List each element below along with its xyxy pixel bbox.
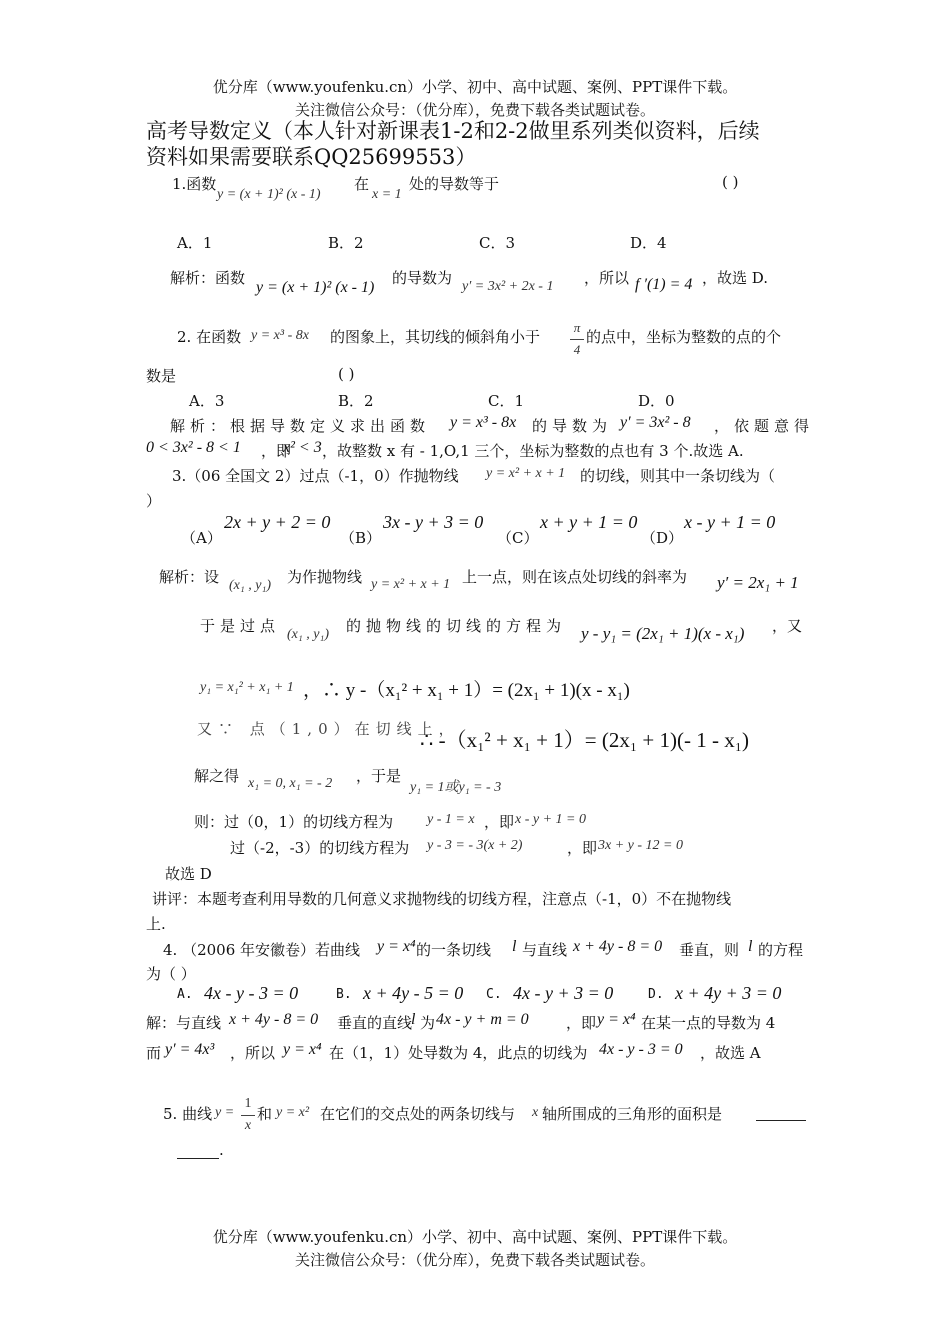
q5-answer-blank-2 — [177, 1141, 219, 1159]
q2-solution-l2-d: ，故整数 x 有 - 1,O,1 三个，坐标为整数的点也有 3 个.故选 A. — [322, 442, 744, 460]
q4-l: l — [512, 938, 517, 955]
q4-sol-1-d: 为 — [420, 1014, 436, 1032]
q3-sol-5-b: x₁ = 0, x₁ = - 2 — [248, 776, 333, 791]
q3-sol-6-a: 则：过（0，1）的切线方程为 — [194, 813, 394, 831]
q1-solution-prefix: 解析：函数 — [170, 269, 246, 287]
q2-prefix: 2. 在函数 — [177, 328, 242, 346]
q4-option-b-expr: x + 4y - 5 = 0 — [363, 983, 464, 1003]
q3-sol-5-a: 解之得 — [194, 767, 240, 785]
q4-mid: 的一条切线 — [416, 941, 492, 959]
q4-sol-1-g: y = x⁴ — [597, 1011, 636, 1028]
q5-prefix: 5. 曲线 — [163, 1105, 213, 1123]
q2-option-a: A．3 — [189, 392, 225, 410]
q4-sol-1-a: 解：与直线 — [146, 1014, 222, 1032]
q5-mid: 在它们的交点处的两条切线与 — [320, 1105, 516, 1123]
q4-option-d-expr: x + 4y + 3 = 0 — [675, 983, 782, 1003]
q1-prefix: 1.函数 — [172, 175, 217, 193]
q3-comment-2: 上. — [146, 915, 166, 933]
q2-solution-l2-b: ，即 — [261, 442, 292, 460]
q4-option-c-label: C. — [486, 987, 502, 1002]
q4-sol-2-g: ，故选 A — [700, 1044, 761, 1062]
q1-suffix: 处的导数等于 — [409, 175, 500, 193]
q5-answer-blank-1 — [756, 1103, 806, 1121]
q5-y1: y = — [215, 1105, 235, 1120]
q3-option-c-expr: x + y + 1 = 0 — [540, 512, 638, 532]
q5-y2: y = x² — [276, 1105, 310, 1120]
q4-sol-2-a: 而 — [146, 1044, 162, 1062]
q2-option-c: C．1 — [488, 392, 525, 410]
q5-x: x — [532, 1105, 539, 1120]
q3-line-2: ） — [146, 492, 162, 510]
q1-option-a: A．1 — [177, 234, 213, 252]
q3-sol-7-d: 3x + y - 12 = 0 — [598, 838, 683, 853]
q3-sol-6-c: ，即 — [484, 813, 515, 831]
q1-solution-value: f ′(1) = 4 — [635, 276, 693, 293]
q3-sol-5-c: ，于是 — [356, 767, 402, 785]
q4-sol-1-l: l — [411, 1011, 416, 1028]
q2-option-d: D．0 — [638, 392, 675, 410]
q3-option-b-label: （B） — [340, 529, 382, 547]
q4-suffix-2: 的方程 — [758, 941, 804, 959]
q4-l-2: l — [748, 938, 753, 955]
q3-comment-1: 讲评：本题考查利用导数的几何意义求抛物线的切线方程，注意点（-1，0）不在抛物线 — [152, 890, 732, 908]
q2-solution-l1-derivative: y′ = 3x² - 8 — [620, 414, 691, 431]
q2-option-b: B．2 — [338, 392, 374, 410]
q2-answer-paren: ( ) — [338, 365, 355, 383]
q3-sol-1-e: 上一点，则在该点处切线的斜率为 — [462, 568, 688, 586]
q3-option-d-expr: x - y + 1 = 0 — [684, 512, 776, 532]
q2-mid: 的图象上，其切线的倾斜角小于 — [330, 328, 541, 346]
footer-line-1: 优分库（www.youfenku.cn）小学、初中、高中试题、案例、PPT课件下载。 — [212, 1228, 738, 1246]
q4-sol-2-f: 4x - y - 3 = 0 — [599, 1041, 683, 1058]
q3-sol-4-b: ∴ -（x₁² + x₁ + 1）= (2x₁ + 1)(- 1 - x₁) — [420, 728, 750, 752]
q2-function: y = x³ - 8x — [251, 328, 309, 343]
q1-option-c: C．3 — [479, 234, 516, 252]
q4-sol-1-h: 在某一点的导数为 4 — [641, 1014, 776, 1032]
q4-sol-2-e: 在（1，1）处导数为 4，此点的切线为 — [329, 1044, 588, 1062]
q4-suffix: 垂直，则 — [679, 941, 740, 959]
q3-sol-1-point: (x₁ , y₁) — [229, 578, 271, 593]
q3-function: y = x² + x + 1 — [486, 466, 566, 481]
q1-function: y = (x + 1)² (x - 1) — [217, 187, 321, 202]
q2-frac-numerator: π — [573, 320, 581, 335]
q4-option-d-label: D. — [648, 987, 664, 1002]
q4-prefix: 4. （2006 年安徽卷）若曲线 — [163, 941, 361, 959]
header-line-1: 优分库（www.youfenku.cn）小学、初中、高中试题、案例、PPT课件下载。 — [212, 78, 738, 96]
q3-sol-2-a: 于是过点 — [200, 617, 281, 635]
q2-solution-l1-b: 的导数为 — [532, 417, 613, 435]
q2-solution-l1-function: y = x³ - 8x — [450, 414, 517, 431]
q5-suffix: 轴所围成的三角形的面积是 — [542, 1105, 723, 1123]
q5-and: 和 — [257, 1105, 273, 1123]
q1-option-d: D．4 — [630, 234, 667, 252]
q4-sol-2-d: y = x⁴ — [283, 1041, 322, 1058]
q3-sol-2-point: (x₁ , y₁) — [287, 627, 329, 642]
q4-sol-1-b: x + 4y - 8 = 0 — [229, 1011, 319, 1028]
q5-frac-denominator: x — [244, 1118, 252, 1133]
q4-line-2: 为（ ） — [146, 965, 196, 983]
q3-sol-7-c: ，即 — [567, 839, 598, 857]
q1-solution-derivative: y′ = 3x² + 2x - 1 — [462, 279, 554, 294]
page-title-line-2: 资料如果需要联系QQ25699553） — [146, 145, 477, 169]
q1-option-b: B．2 — [328, 234, 364, 252]
q3-option-c-label: （C） — [497, 529, 539, 547]
q4-mid-2: 与直线 — [522, 941, 568, 959]
q2-line-2: 数是 — [146, 367, 177, 385]
q2-suffix: 的点中，坐标为整数的点的个 — [586, 328, 782, 346]
q4-option-c-expr: 4x - y + 3 = 0 — [513, 983, 614, 1003]
q1-solution-mid: 的导数为 — [392, 269, 453, 287]
q5-frac-bar — [241, 1115, 255, 1116]
q3-sol-2-equation: y - y₁ = (2x₁ + 1)(x - x₁) — [581, 624, 745, 643]
q3-sol-6-d: x - y + 1 = 0 — [515, 812, 586, 827]
q1-at: 在 — [354, 175, 370, 193]
q5-end: . — [219, 1141, 224, 1159]
q3-sol-4-a: 又∵ 点（1,0）在切线上， — [197, 720, 460, 738]
q4-function: y = x⁴ — [377, 938, 416, 955]
q3-sol-1-slope: y′ = 2x₁ + 1 — [717, 573, 799, 592]
q3-sol-1-a: 解析：设 — [159, 568, 220, 586]
q5-frac-numerator: 1 — [244, 1096, 252, 1111]
page-title-line-1: 高考导数定义（本人针对新课表1-2和2-2做里系列类似资料，后续 — [146, 119, 760, 143]
q2-solution-l2-c: x² < 3 — [283, 439, 322, 456]
q3-sol-7-a: 过（-2，-3）的切线方程为 — [230, 839, 410, 857]
q1-solution-end: ，故选 D. — [702, 269, 769, 287]
q4-option-a-expr: 4x - y - 3 = 0 — [204, 983, 299, 1003]
q3-sol-6-b: y - 1 = x — [427, 812, 475, 827]
q2-frac-denominator: 4 — [573, 342, 581, 357]
q4-line: x + 4y - 8 = 0 — [573, 938, 663, 955]
q1-solution-so: ，所以 — [584, 269, 630, 287]
q3-option-d-label: （D） — [641, 529, 684, 547]
q3-sol-3-a: y₁ = x₁² + x₁ + 1 — [200, 680, 294, 695]
q1-solution-function: y = (x + 1)² (x - 1) — [256, 279, 375, 296]
q3-sol-5-d: y₁ = 1或y₁ = - 3 — [410, 780, 502, 795]
q1-point: x = 1 — [372, 187, 402, 202]
q3-suffix: 的切线，则其中一条切线为（ — [580, 467, 776, 485]
header-line-2: 关注微信公众号：（优分库），免费下载各类试题试卷。 — [294, 101, 655, 119]
q3-sol-1-c: 为作抛物线 — [287, 568, 363, 586]
q3-sol-2-e: ，又 — [772, 617, 803, 635]
q4-sol-2-b: y′ = 4x³ — [165, 1041, 215, 1058]
q4-option-b-label: B. — [336, 987, 352, 1002]
q4-option-a-label: A. — [177, 987, 193, 1002]
q1-answer-paren: ( ) — [722, 173, 739, 191]
footer-line-2: 关注微信公众号：（优分库），免费下载各类试题试卷。 — [294, 1251, 655, 1269]
q3-option-b-expr: 3x - y + 3 = 0 — [383, 512, 484, 532]
q2-solution-l1-c: ，依题意得 — [714, 417, 815, 435]
q2-solution-l2-inequality: 0 < 3x² - 8 < 1 — [146, 439, 241, 456]
q3-sol-2-c: 的抛物线的切线的方程为 — [346, 617, 567, 635]
q3-sol-3-b: ，∴ y -（x₁² + x₁ + 1）= (2x₁ + 1)(x - x₁) — [303, 680, 630, 701]
q4-sol-1-e: 4x - y + m = 0 — [436, 1011, 529, 1028]
q2-frac-bar — [570, 339, 584, 340]
q3-option-a-expr: 2x + y + 2 = 0 — [224, 512, 331, 532]
q2-solution-l1-a: 解析：根据导数定义求出函数 — [170, 417, 431, 435]
q4-sol-1-c: 垂直的直线 — [337, 1014, 413, 1032]
q3-sol-1-function: y = x² + x + 1 — [371, 577, 451, 592]
q3-sol-7-b: y - 3 = - 3(x + 2) — [427, 838, 523, 853]
q3-prefix: 3.（06 全国文 2）过点（-1，0）作抛物线 — [172, 467, 459, 485]
q3-option-a-label: （A） — [181, 529, 222, 547]
q3-choose: 故选 D — [165, 865, 212, 883]
q4-sol-2-c: ，所以 — [230, 1044, 276, 1062]
q4-sol-1-f: ，即 — [566, 1014, 597, 1032]
